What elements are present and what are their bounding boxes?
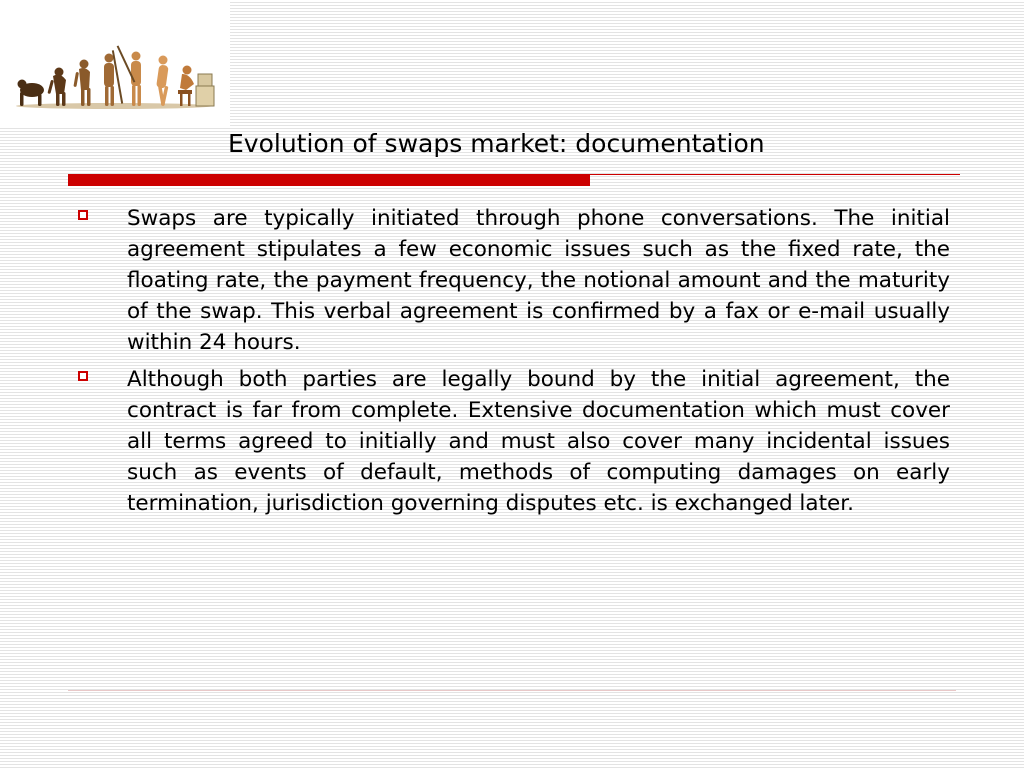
title-divider — [68, 174, 960, 186]
hollow-square-bullet-icon — [78, 371, 88, 381]
hollow-square-bullet-icon — [78, 210, 88, 220]
bullet-item — [76, 364, 950, 519]
slide-title: Evolution of swaps market: documentation — [228, 129, 765, 158]
bullet-list — [76, 203, 950, 525]
logo-area — [0, 0, 230, 128]
bullet-text: Swaps are typically initiated through phone conversations. The initial agreement stipulates a few economic issues such as the fixed rate, the floating rate, the payment frequency, the notional amount and the maturity of the swap. This verbal agreement is confirmed by a fax or e-mail usually within 24 hours. — [127, 206, 950, 355]
title-divider-thick — [68, 174, 590, 186]
bullet-item — [76, 203, 950, 358]
footer-divider — [68, 690, 956, 691]
bullet-text: Although both parties are legally bound by the initial agreement, the contract is far from complete. Extensive documentation which must cover all terms agreed to initially and must also cover many incidental issues such as events of default, methods of computing damages on early termination, jurisdiction governing disputes etc. is exchanged later. — [127, 367, 950, 516]
title-divider-thin — [590, 174, 960, 175]
human-evolution-icon — [12, 44, 217, 110]
